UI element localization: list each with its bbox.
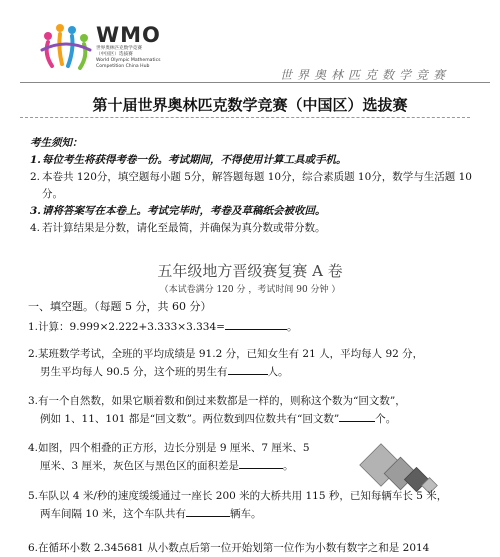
- notice-item: [30, 152, 485, 169]
- notice-item-text: 请将答案写在本卷上。考试完毕时，考卷及草稿纸会被收回。: [42, 205, 326, 217]
- notice-item-num: 2.: [30, 171, 41, 183]
- question-6: [28, 540, 483, 557]
- title-divider: [20, 117, 470, 118]
- notice-item: [30, 203, 485, 220]
- notice-item-text: 每位考生将获得考卷一份。考试期间，不得使用计算工具或手机。: [42, 154, 347, 166]
- page-title: 第十届世界奥林匹克数学竞赛（中国区）选拔赛: [92, 96, 408, 114]
- question-2: [28, 346, 483, 381]
- exam-notice: [30, 135, 485, 237]
- question-num: 1.: [28, 321, 39, 333]
- question-num: 2.: [28, 348, 39, 360]
- question-text: 辆车。: [230, 508, 262, 520]
- question-text: 人。: [267, 366, 289, 378]
- answer-blank[interactable]: [186, 505, 230, 517]
- question-num: 6.: [28, 542, 39, 554]
- notice-item-text: 本卷共 120分，填空题每小题 5分，解答题每题 10分，综合素质题 10分，数学与生活题 10分。: [42, 171, 472, 200]
- logo-sub-line: Competition China Hub: [96, 64, 150, 69]
- question-text: 某班数学考试，全班的平均成绩是 91.2 分，已知女生有 21 人，平均每人 92 分，: [38, 348, 424, 360]
- notice-item-num: 4.: [30, 222, 41, 234]
- question-1: [28, 318, 483, 336]
- question-text: 。: [283, 460, 294, 472]
- section-title: 一、填空题。（每题 5 分，共 60 分）: [28, 300, 212, 313]
- question-text: 如图，四个相叠的正方形，边长分别是 9 厘米、7 厘米、5: [38, 442, 310, 454]
- question-text: 例如 1、11、101 都是“回文数”。两位数到四位数共有“回文数”: [40, 413, 340, 425]
- question-4: [28, 440, 358, 475]
- answer-blank[interactable]: [228, 363, 268, 375]
- notice-item-num: 3.: [30, 205, 41, 217]
- logo-sub-line: World Olympic Mathematics: [96, 58, 161, 63]
- logo-brand: WMO: [96, 23, 161, 47]
- header-banner: 世界奥林匹克数学竞赛: [280, 68, 451, 82]
- question-text: 计算：9.999×2.222+3.333×3.334=: [38, 321, 225, 333]
- logo-sub-line: （中国区）选拔赛: [96, 52, 133, 57]
- question-text: 两车间隔 10 米，这个车队共有: [40, 508, 187, 520]
- question-3: [28, 393, 483, 428]
- notice-item: [30, 220, 485, 237]
- notice-item: [30, 169, 485, 203]
- question-text: 。: [286, 321, 298, 333]
- header-divider: [20, 82, 490, 83]
- question-num: 4.: [28, 442, 39, 454]
- answer-blank[interactable]: [225, 318, 287, 330]
- question-text: 在循环小数 2.345681 从小数点后第一位开始划第一位作为小数有数字之和是 2014: [38, 542, 430, 554]
- wmo-logo: [38, 18, 161, 80]
- exam-subtitle: 五年级地方晋级赛复赛 A 卷: [157, 262, 343, 280]
- question-text: 有一个自然数，如果它顺着数和倒过来数都是一样的，则称这个数为“回文数”，: [38, 395, 406, 407]
- question-num: 3.: [28, 395, 39, 407]
- logo-sub-line: 世界奥林匹克数学竞赛: [96, 46, 142, 51]
- question-5: [28, 488, 483, 523]
- question-text: 男生平均每人 90.5 分，这个班的男生有: [40, 366, 228, 378]
- question-text: 个。: [375, 413, 397, 425]
- question-text: 厘米、3 厘米，灰色区与黑色区的面积差是: [40, 460, 240, 472]
- wmo-logo-icon: [38, 20, 94, 76]
- notice-item-num: 1.: [30, 154, 41, 166]
- question-text: 车队以 4 米/秒的速度缓缓通过一座长 200 米的大桥共用 115 秒，已知每辆车长 5 米，: [38, 490, 448, 502]
- answer-blank[interactable]: [339, 410, 375, 422]
- notice-item-text: 若计算结果是分数，请化至最简，并确保为真分数或带分数。: [42, 222, 326, 234]
- answer-blank[interactable]: [239, 457, 283, 469]
- exam-note: （本试卷满分 120 分 ，考试时间 90 分钟 ）: [159, 285, 341, 295]
- notice-title: 考生须知：: [30, 137, 83, 149]
- question-num: 5.: [28, 490, 39, 502]
